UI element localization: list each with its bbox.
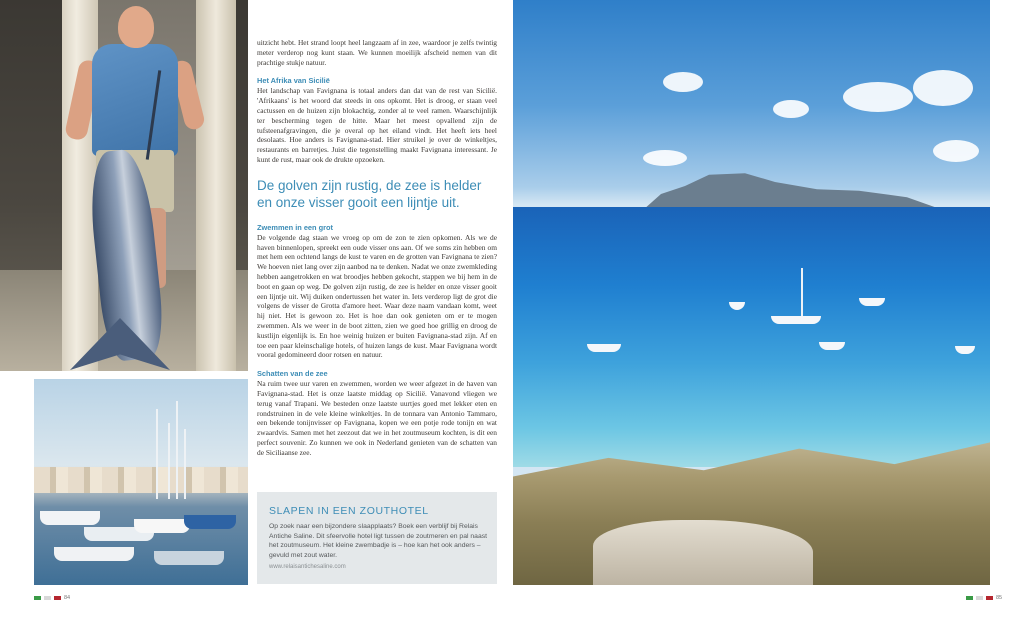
boat <box>40 511 100 525</box>
folio-left <box>34 595 70 601</box>
box-title: SLAPEN IN EEN ZOUTHOTEL <box>269 505 429 517</box>
yacht <box>819 342 845 350</box>
box-text: Op zoek naar een bijzondere slaapplaats? Boek een verblijf bij Relais Antiche Saline. Dit sfeervolle hotel ligt tussen de zoutmeren en pal naast het zoutmuseum. Het kleine zwembadje is – hoe kan het ook anders – gevuld met zout water. <box>269 523 488 559</box>
island <box>643 170 943 210</box>
boat-mast <box>156 409 158 499</box>
boat-mast <box>184 429 186 499</box>
section-heading: Zwemmen in een grot <box>257 222 333 232</box>
article-column <box>257 38 497 458</box>
boat <box>184 515 236 529</box>
boat-mast <box>176 401 178 499</box>
boat <box>154 551 224 565</box>
cloud <box>663 72 703 92</box>
box-url[interactable]: www.relaisantichesaline.com <box>269 564 346 570</box>
harbor-town <box>34 467 248 493</box>
hotel-tip-box <box>257 492 497 584</box>
section-text: De volgende dag staan we vroeg op om de zon te zien opkomen. Als we de haven binnenlopen, spreekt een oude visser ons aan. Of we soms zin hebben om met hem een ochtend langs de kust te varen en de grotten van Favignana te zien? We hoeven niet lang over zijn aanbod na te denken. Nadat we onze zwemkleding hebben aangetrokken en wat broodjes hebben gekocht, stappen we bij hem in de boot en gaan op weg. De golven zijn rustig, de zee is helder en onze visser gooit een lijntje uit. Wij duiken ondertussen het water in. Iets verderop ligt de grot die volgens de visser de Grotta d'amore heet. Waar deze naam vandaan komt, weet hij niet. Het is gewoon zo. Het is hoe dan ook genieten om er te mogen zwemmen. Als we weer in de boot zitten, zien we goed hoe grillig en droog de kustlijn eigenlijk is. En hoe weinig huizen er buiten Favignana-stad zijn. Af en toe een paar kleinschalige hotels, of huizen langs de kust. Maar Favignana wordt vooral gedomineerd door rotsen en natuur. <box>257 232 497 360</box>
yacht <box>771 316 821 324</box>
cloud <box>933 140 979 162</box>
cloud <box>843 82 913 112</box>
boat-mast <box>801 268 803 318</box>
pull-quote: De golven zijn rustig, de zee is helder en onze visser gooit een lijntje uit. <box>257 177 482 210</box>
door-frame-right <box>196 0 236 371</box>
fisherman-photo <box>0 0 248 371</box>
boat <box>54 547 134 561</box>
flag-white <box>44 596 51 600</box>
boat-mast <box>168 423 170 499</box>
fisherman-head <box>118 6 154 48</box>
flag-green <box>34 596 41 600</box>
flag-green <box>966 596 973 600</box>
flag-red <box>54 596 61 600</box>
page-number: 85 <box>996 595 1003 601</box>
page-number: 84 <box>64 595 71 601</box>
section-text: Het landschap van Favignana is totaal anders dan dat van de rest van Sicilië. 'Afrikaans' is het woord dat steeds in ons opkomt. Het is droog, er staan veel cactussen en de huizen zijn blokachtig, zonder al te veel ramen. Waarschijnlijk ter bescherming tegen de hitte. Maar het meest opvallend zijn de tufsteenafgravingen, die je overal op het eiland vindt. Het heeft iets heel desolaats. Hoe anders is Favignana-stad. Hier struikel je over de winkeltjes, restaurants en barretjes. Juist die tegenstelling maakt Favignana interessant. Je kunt de rust, maar ook de drukte opzoeken. <box>257 86 497 164</box>
section-heading: Schatten van de zee <box>257 369 328 379</box>
section-text: Na ruim twee uur varen en zwemmen, worden we weer afgezet in de haven van Favignana-stad. Het is onze laatste middag op Sicilië. Vanavond vliegen we terug vanaf Trapani. We besteden onze laatste uurtjes goed met lekker eten en rondstruinen in de vele kleine winkeltjes. In de tonnara van Antonio Tammaro, een bekende tonijnvisser op Favignana, kopen we een potje rode tonijn en wat zwaardvis. Samen met het zeezout dat we in het zoutmuseum kochten, is dit een perfect souvenir. Zo kunnen we ook in Nederland genieten van de schatten van de Siciliaanse zee. <box>257 379 497 457</box>
cloud <box>913 70 973 106</box>
flag-white <box>976 596 983 600</box>
harbor-photo <box>34 379 248 585</box>
cloud <box>643 150 687 166</box>
cloud <box>773 100 809 118</box>
limestone-rock <box>593 520 813 585</box>
yacht <box>587 344 621 352</box>
flag-red <box>986 596 993 600</box>
boat <box>134 519 190 533</box>
section-heading: Het Afrika van Sicilië <box>257 76 330 86</box>
sea-island-photo <box>513 0 990 585</box>
sea-water <box>513 207 990 467</box>
folio-right <box>966 595 1002 601</box>
intro-paragraph: uitzicht hebt. Het strand loopt heel langzaam af in zee, waardoor je zelfs twintig meter verderop nog kunt staan. We kunnen moeilijk afscheid nemen van dit prachtige stukje natuur. <box>257 38 497 67</box>
yacht <box>859 298 885 306</box>
fisherman-shirt <box>92 44 178 156</box>
